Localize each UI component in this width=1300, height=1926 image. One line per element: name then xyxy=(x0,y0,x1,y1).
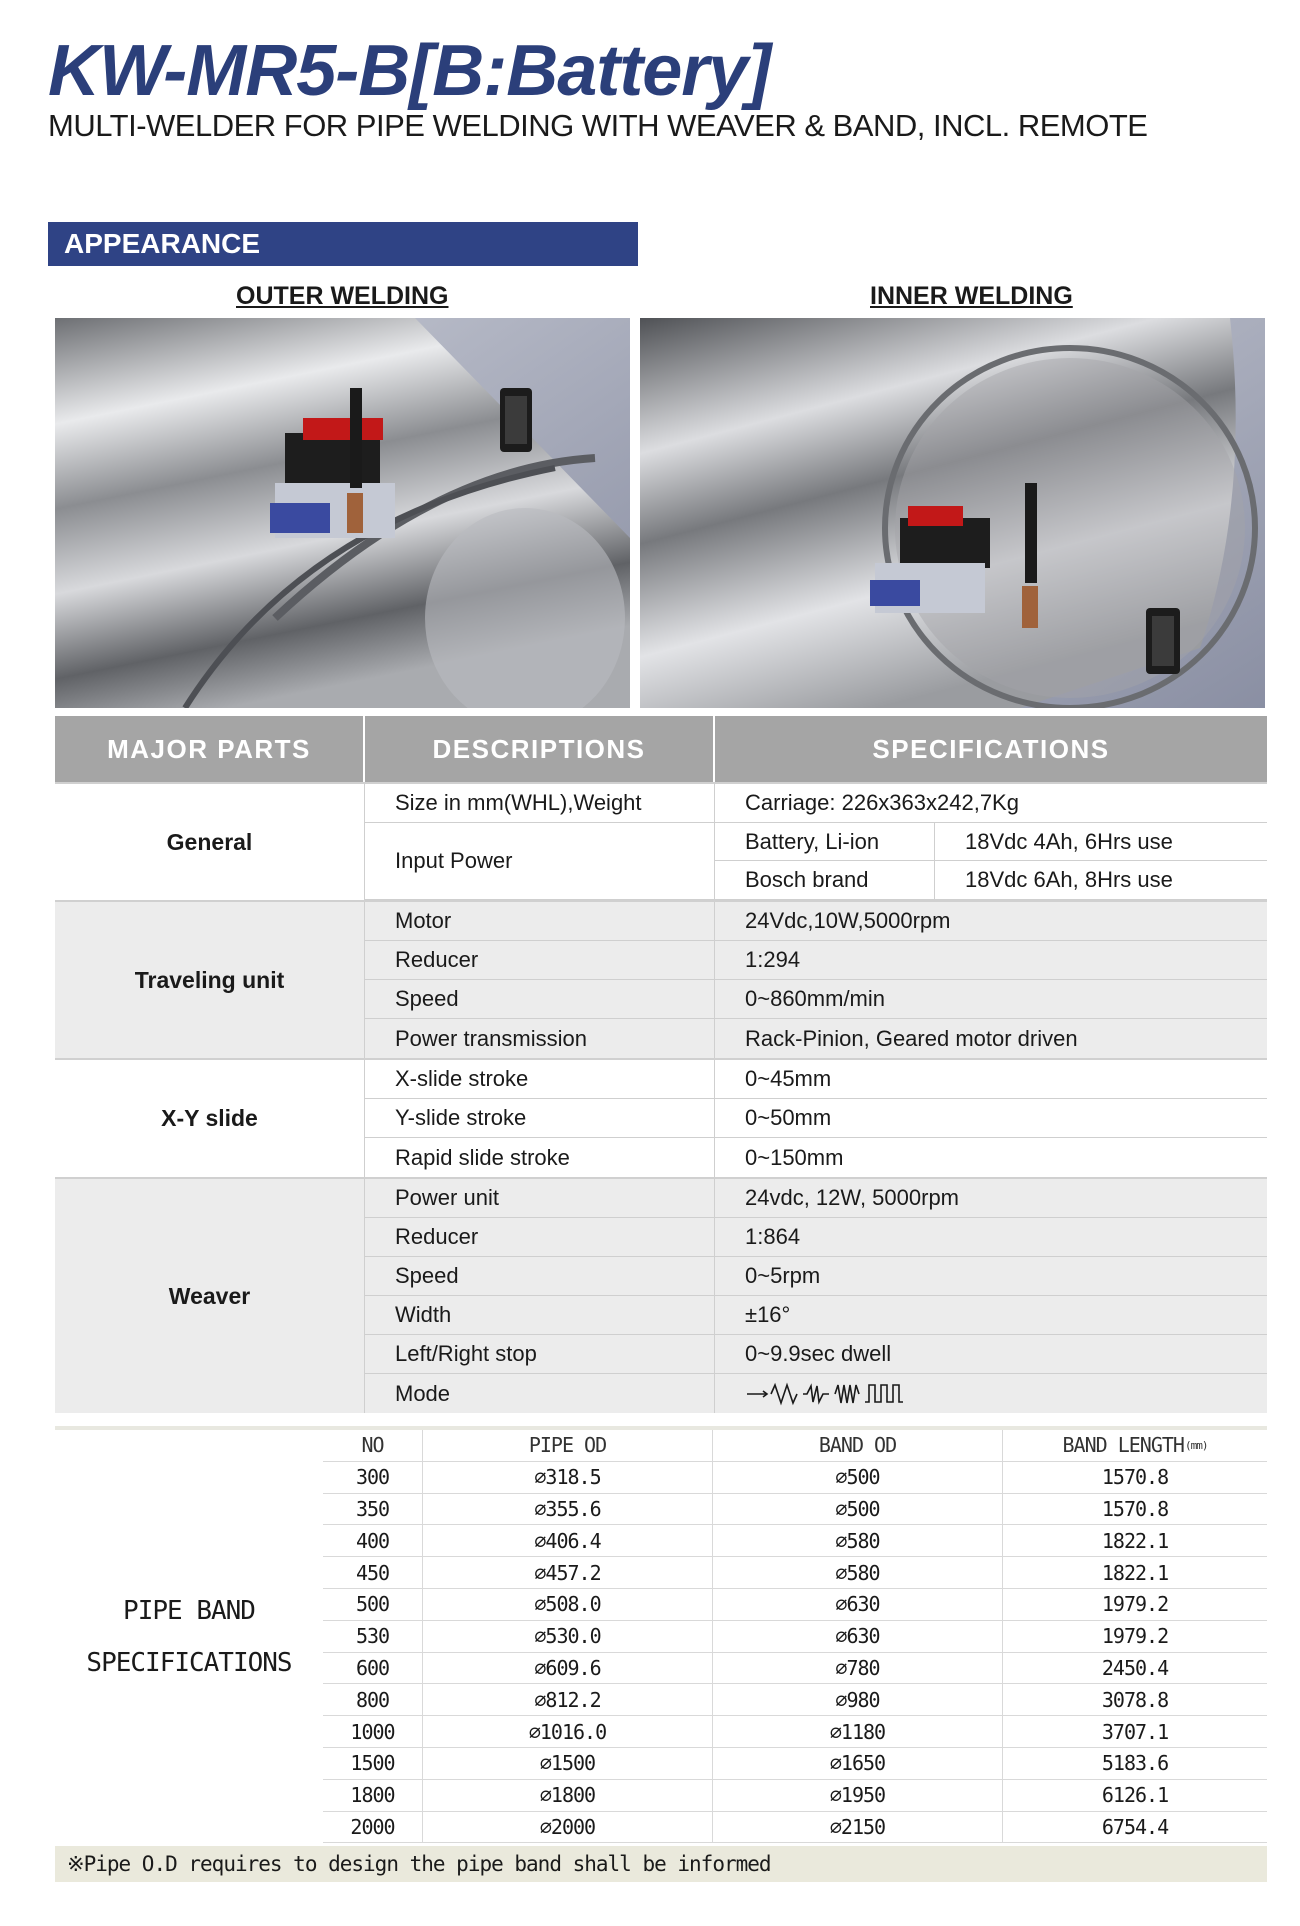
spec-row xyxy=(365,1138,1267,1177)
pipe-od-cell: ∅318.5 xyxy=(423,1462,713,1493)
header-band-length xyxy=(1003,1430,1267,1461)
band-no-cell: 600 xyxy=(323,1653,423,1684)
spec-desc: Size in mm(WHL),Weight xyxy=(365,784,715,822)
spec-value: 0~50mm xyxy=(745,1105,832,1130)
band-od-cell: ∅1650 xyxy=(713,1748,1003,1779)
pipe-od-cell: ∅609.6 xyxy=(423,1653,713,1684)
spec-value: 0~45mm xyxy=(745,1066,832,1091)
band-length-cell: 1570.8 xyxy=(1101,1465,1169,1490)
spec-row xyxy=(365,784,1267,823)
power-source: Battery, Li-ion xyxy=(715,823,935,860)
spec-value: 1:864 xyxy=(745,1224,801,1249)
spec-row xyxy=(365,1060,1267,1099)
pipe-od-cell: ∅812.2 xyxy=(423,1684,713,1715)
spec-desc: Left/Right stop xyxy=(365,1335,715,1373)
spec-row xyxy=(365,902,1267,941)
table-row xyxy=(323,1525,1267,1557)
spec-value: 1:294 xyxy=(745,947,801,972)
spec-desc: Reducer xyxy=(365,941,715,979)
pipe-od-cell: ∅530.0 xyxy=(423,1621,713,1652)
band-od-cell: ∅980 xyxy=(713,1684,1003,1715)
power-subrow xyxy=(715,823,1267,861)
spec-row xyxy=(365,1296,1267,1335)
weave-mode-waveform-icon xyxy=(745,1380,915,1408)
weave-mode-icons xyxy=(715,1374,1267,1413)
pipe-band-label-line2: SPECIFICATIONS xyxy=(86,1648,292,1678)
product-subtitle: MULTI-WELDER FOR PIPE WELDING WITH WEAVER & BAND, INCL. REMOTE xyxy=(48,108,1148,143)
band-length-cell: 1822.1 xyxy=(1101,1528,1169,1553)
table-row xyxy=(323,1780,1267,1812)
band-od-cell: ∅580 xyxy=(713,1557,1003,1588)
spec-value: 0~5rpm xyxy=(745,1263,821,1288)
footnote: ※Pipe O.D requires to design the pipe band shall be informed xyxy=(55,1846,1267,1882)
table-row xyxy=(323,1589,1267,1621)
band-od-cell: ∅500 xyxy=(713,1462,1003,1493)
spec-row xyxy=(365,980,1267,1019)
band-length-unit: (mm) xyxy=(1184,1438,1208,1452)
pipe-band-label xyxy=(55,1430,323,1844)
band-od-cell: ∅1180 xyxy=(713,1716,1003,1747)
header-specifications: SPECIFICATIONS xyxy=(872,733,1110,764)
spec-header-row xyxy=(55,716,1267,782)
band-no-cell: 450 xyxy=(323,1557,423,1588)
spec-desc: Power unit xyxy=(365,1179,715,1217)
pipe-od-cell: ∅355.6 xyxy=(423,1494,713,1525)
spec-desc: Y-slide stroke xyxy=(365,1099,715,1137)
group-general xyxy=(55,782,1267,900)
band-od-cell: ∅580 xyxy=(713,1525,1003,1556)
inner-welding-caption: INNER WELDING xyxy=(870,282,1073,310)
spec-value: 24vdc, 12W, 5000rpm xyxy=(745,1185,960,1210)
band-od-cell: ∅1950 xyxy=(713,1780,1003,1811)
band-no-cell: 500 xyxy=(323,1589,423,1620)
pipe-od-cell: ∅508.0 xyxy=(423,1589,713,1620)
band-length-cell: 3707.1 xyxy=(1101,1719,1169,1744)
spec-row xyxy=(365,941,1267,980)
pipe-band-label-line1: PIPE BAND xyxy=(123,1596,255,1626)
band-length-cell: 5183.6 xyxy=(1101,1751,1169,1776)
product-title: KW-MR5-B[B:Battery] xyxy=(48,31,771,111)
spec-table xyxy=(55,716,1267,1413)
group-traveling-unit xyxy=(55,900,1267,1058)
inner-welding-image xyxy=(640,318,1265,708)
spec-value: 0~860mm/min xyxy=(745,986,886,1011)
band-no-cell: 1000 xyxy=(323,1716,423,1747)
spec-value: Rack-Pinion, Geared motor driven xyxy=(745,1025,1078,1051)
group-xy-slide xyxy=(55,1058,1267,1177)
pipe-od-cell: ∅1016.0 xyxy=(423,1716,713,1747)
spec-row xyxy=(365,1179,1267,1218)
spec-desc: Motor xyxy=(365,902,715,940)
spec-value: ±16° xyxy=(745,1302,791,1327)
spec-desc: Speed xyxy=(365,1257,715,1295)
band-length-cell: 3078.8 xyxy=(1101,1687,1169,1712)
band-length-cell: 2450.4 xyxy=(1101,1655,1169,1680)
power-subrow xyxy=(715,861,1267,899)
spec-row xyxy=(365,1019,1267,1058)
spec-row xyxy=(365,1335,1267,1374)
band-od-cell: ∅500 xyxy=(713,1494,1003,1525)
outer-welding-caption: OUTER WELDING xyxy=(236,282,449,310)
spec-desc: Power transmission xyxy=(365,1019,715,1058)
band-no-cell: 1500 xyxy=(323,1748,423,1779)
power-source: Bosch brand xyxy=(715,861,935,899)
outer-welding-image xyxy=(55,318,630,708)
band-length-cell: 1822.1 xyxy=(1101,1560,1169,1585)
group-weaver xyxy=(55,1177,1267,1413)
pipe-band-grid xyxy=(323,1430,1267,1843)
band-no-cell: 400 xyxy=(323,1525,423,1556)
band-no-cell: 1800 xyxy=(323,1780,423,1811)
group-label-weaver: Weaver xyxy=(55,1179,365,1413)
table-row xyxy=(323,1812,1267,1844)
band-no-cell: 350 xyxy=(323,1494,423,1525)
spec-desc: Mode xyxy=(365,1374,715,1413)
band-no-cell: 530 xyxy=(323,1621,423,1652)
pipe-od-cell: ∅1500 xyxy=(423,1748,713,1779)
header-no: NO xyxy=(323,1430,423,1461)
group-label-xy-slide: X-Y slide xyxy=(55,1060,365,1177)
header-pipe-od: PIPE OD xyxy=(423,1430,713,1461)
band-length-cell: 1570.8 xyxy=(1101,1496,1169,1521)
spec-row xyxy=(365,1099,1267,1138)
table-row xyxy=(323,1494,1267,1526)
header-descriptions: DESCRIPTIONS xyxy=(365,716,715,782)
band-od-cell: ∅630 xyxy=(713,1589,1003,1620)
spec-row xyxy=(365,1257,1267,1296)
band-od-cell: ∅780 xyxy=(713,1653,1003,1684)
header-major-parts: MAJOR PARTS xyxy=(55,716,365,782)
spec-desc: Input Power xyxy=(365,823,715,899)
spec-value: 0~9.9sec dwell xyxy=(745,1341,892,1366)
spec-value: 24Vdc,10W,5000rpm xyxy=(745,908,951,933)
band-no-cell: 300 xyxy=(323,1462,423,1493)
spec-row xyxy=(365,1218,1267,1257)
group-label-traveling-unit: Traveling unit xyxy=(55,902,365,1058)
spec-desc: Speed xyxy=(365,980,715,1018)
pipe-od-cell: ∅2000 xyxy=(423,1812,713,1843)
table-row xyxy=(323,1748,1267,1780)
band-length-cell: 1979.2 xyxy=(1101,1592,1169,1617)
pipe-od-cell: ∅457.2 xyxy=(423,1557,713,1588)
spec-value: Carriage: 226x363x242,7Kg xyxy=(745,790,1019,815)
pipe-band-table xyxy=(55,1426,1267,1844)
table-row xyxy=(323,1557,1267,1589)
band-length-cell: 1979.2 xyxy=(1101,1624,1169,1649)
band-no-cell: 2000 xyxy=(323,1812,423,1843)
table-row xyxy=(323,1621,1267,1653)
band-length-cell: 6126.1 xyxy=(1101,1783,1169,1808)
table-row xyxy=(323,1716,1267,1748)
header-band-od: BAND OD xyxy=(713,1430,1003,1461)
pipe-band-header-row xyxy=(323,1430,1267,1462)
pipe-od-cell: ∅1800 xyxy=(423,1780,713,1811)
spec-desc: Rapid slide stroke xyxy=(365,1138,715,1177)
table-row xyxy=(323,1462,1267,1494)
spec-desc: X-slide stroke xyxy=(365,1060,715,1098)
pipe-od-cell: ∅406.4 xyxy=(423,1525,713,1556)
table-row xyxy=(323,1684,1267,1716)
group-label-general: General xyxy=(55,784,365,900)
band-od-cell: ∅630 xyxy=(713,1621,1003,1652)
appearance-section-bar: APPEARANCE xyxy=(48,222,638,266)
table-row xyxy=(323,1653,1267,1685)
band-no-cell: 800 xyxy=(323,1684,423,1715)
band-length-cell: 6754.4 xyxy=(1101,1814,1169,1839)
spec-row xyxy=(365,1374,1267,1413)
spec-desc: Width xyxy=(365,1296,715,1334)
spec-desc: Reducer xyxy=(365,1218,715,1256)
band-length-label: BAND LENGTH xyxy=(1062,1433,1184,1458)
power-rating: 18Vdc 4Ah, 6Hrs use xyxy=(965,828,1173,854)
spec-value: 0~150mm xyxy=(745,1144,844,1170)
band-od-cell: ∅2150 xyxy=(713,1812,1003,1843)
spec-row-input-power xyxy=(365,823,1267,900)
power-rating: 18Vdc 6Ah, 8Hrs use xyxy=(965,867,1173,892)
